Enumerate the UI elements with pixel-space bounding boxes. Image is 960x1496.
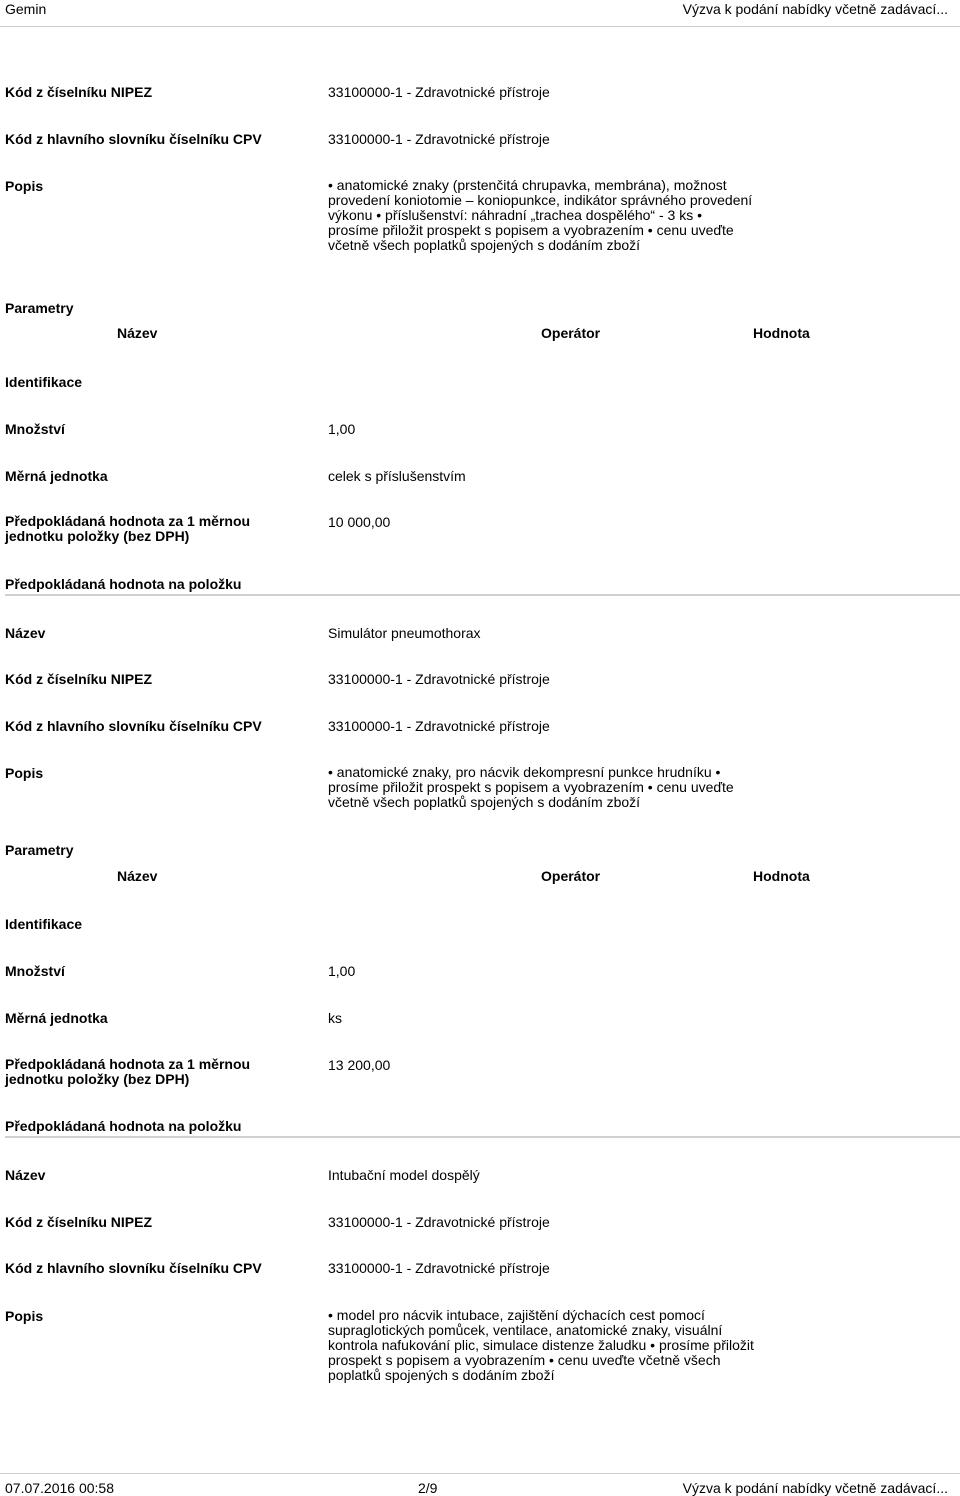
nazev-label: Název [5, 625, 46, 641]
nazev-value: Intubační model dospělý [328, 1167, 480, 1183]
header-divider [0, 26, 960, 27]
hodnota-za-jednotku-label: Předpokládaná hodnota za 1 měrnou jednotku položky (bez DPH) [5, 1056, 251, 1087]
popis-label: Popis [5, 178, 44, 194]
item-divider [5, 1136, 960, 1138]
popis-value: • anatomické znaky (prstenčitá chrupavka, membrána), možnost provedení koniotomie – koniopunkce, indikátor správného provedení výkonu • příslušenství: náhradní „trachea dospělého“ - 3 ks • prosíme přiložit prospekt s popisem a vyobrazením • cenu uveďte včetně všech poplatků spojených s dodáním zboží [328, 177, 753, 253]
hodnota-na-polozku-label: Předpokládaná hodnota na položku [5, 576, 242, 592]
popis-label: Popis [5, 765, 44, 781]
merna-jednotka-label: Měrná jednotka [5, 1010, 108, 1026]
hodnota-za-jednotku-label: Předpokládaná hodnota za 1 měrnou jednotku položky (bez DPH) [5, 513, 251, 544]
mnozstvi-value: 1,00 [328, 963, 356, 979]
nipez-value: 33100000-1 - Zdravotnické přístroje [328, 1214, 550, 1230]
cpv-label: Kód z hlavního slovníku číselníku CPV [5, 1260, 262, 1276]
footer-title: Výzva k podání nabídky včetně zadávací... [682, 1480, 948, 1496]
hodnota-za-jednotku-value: 10 000,00 [328, 514, 391, 530]
item-divider [5, 594, 960, 596]
mnozstvi-value: 1,00 [328, 421, 356, 437]
identifikace-label: Identifikace [5, 916, 83, 932]
footer-divider [0, 1473, 960, 1474]
cpv-label: Kód z hlavního slovníku číselníku CPV [5, 718, 262, 734]
nipez-label: Kód z číselníku NIPEZ [5, 84, 153, 100]
popis-value: • anatomické znaky, pro nácvik dekompresní punkce hrudníku • prosíme přiložit prospekt s popisem a vyobrazením • cenu uveďte včetně všech poplatků spojených s dodáním zboží [328, 764, 734, 810]
footer-datetime: 07.07.2016 00:58 [5, 1480, 114, 1496]
nipez-label: Kód z číselníku NIPEZ [5, 671, 153, 687]
merna-jednotka-value: ks [328, 1010, 342, 1026]
hodnota-za-jednotku-value: 13 200,00 [328, 1057, 391, 1073]
popis-label: Popis [5, 1308, 44, 1324]
header-left-title: Gemin [5, 1, 47, 17]
cpv-value: 33100000-1 - Zdravotnické přístroje [328, 1260, 550, 1276]
param-col-nazev: Název [117, 868, 158, 884]
parametry-label: Parametry [5, 300, 74, 316]
cpv-value: 33100000-1 - Zdravotnické přístroje [328, 718, 550, 734]
header-right-title: Výzva k podání nabídky včetně zadávací... [682, 1, 948, 17]
popis-value: • model pro nácvik intubace, zajištění dýchacích cest pomocí supraglotických pomůcek, ventilace, anatomické znaky, visuální kontrola nafukování plic, simulace distenze žaludku • prosíme přiložit prospekt s popisem a vyobrazením • cenu uveďte včetně všech poplatků spojených s dodáním zboží [328, 1307, 754, 1383]
merna-jednotka-label: Měrná jednotka [5, 468, 108, 484]
nazev-value: Simulátor pneumothorax [328, 625, 481, 641]
mnozstvi-label: Množství [5, 421, 65, 437]
param-col-operator: Operátor [541, 325, 601, 341]
nipez-label: Kód z číselníku NIPEZ [5, 1214, 153, 1230]
mnozstvi-label: Množství [5, 963, 65, 979]
param-col-hodnota: Hodnota [753, 868, 810, 884]
nipez-value: 33100000-1 - Zdravotnické přístroje [328, 671, 550, 687]
identifikace-label: Identifikace [5, 374, 83, 390]
merna-jednotka-value: celek s příslušenstvím [328, 468, 466, 484]
param-col-nazev: Název [117, 325, 158, 341]
nazev-label: Název [5, 1167, 46, 1183]
param-col-hodnota: Hodnota [753, 325, 810, 341]
hodnota-na-polozku-label: Předpokládaná hodnota na položku [5, 1118, 242, 1134]
footer-page-number: 2/9 [418, 1480, 438, 1496]
param-col-operator: Operátor [541, 868, 601, 884]
nipez-value: 33100000-1 - Zdravotnické přístroje [328, 84, 550, 100]
cpv-value: 33100000-1 - Zdravotnické přístroje [328, 131, 550, 147]
parametry-label: Parametry [5, 842, 74, 858]
cpv-label: Kód z hlavního slovníku číselníku CPV [5, 131, 262, 147]
